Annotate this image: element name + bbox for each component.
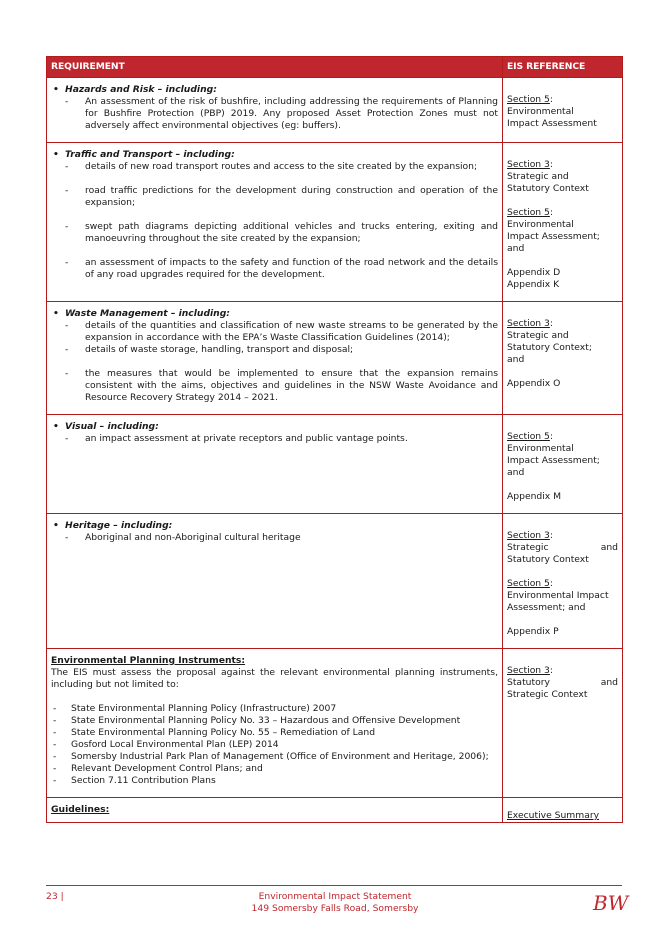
footer-title — [0, 891, 670, 915]
guidelines-reference — [503, 798, 623, 823]
hazards-title: • Hazards and Risk – including: — [51, 84, 498, 96]
epi-requirement — [47, 649, 503, 798]
executive-summary-link[interactable]: Executive Summary — [507, 810, 600, 821]
eis-reference-header: EIS REFERENCE — [503, 57, 623, 78]
traffic-item-1: - details of new road transport routes and access to the site created by the expansion; — [51, 161, 498, 173]
waste-requirement — [47, 302, 503, 415]
footer-line-2: 149 Somersby Falls Road, Somersby — [251, 903, 419, 914]
visual-requirement — [47, 415, 503, 514]
guidelines-requirement — [47, 798, 503, 823]
heritage-requirement — [47, 514, 503, 649]
section-3-link[interactable]: Section 3 — [507, 665, 550, 676]
visual-item-1: - an impact assessment at private receptors and public vantage points. — [51, 433, 498, 445]
logo-text: BW — [593, 891, 629, 915]
epi-item-6: - Relevant Development Control Plans; and — [51, 763, 498, 775]
heritage-item-1: - Aboriginal and non-Aboriginal cultural heritage — [51, 532, 498, 544]
epi-item-5: - Somersby Industrial Park Plan of Management (Office of Environment and Heritage, 2006); — [51, 751, 498, 763]
requirement-header: REQUIREMENT — [47, 57, 503, 78]
section-3-link[interactable]: Section 3 — [507, 318, 550, 329]
table-row — [47, 143, 623, 302]
page-number: 23 | — [46, 891, 64, 902]
table-header-row — [47, 57, 623, 78]
table-row — [47, 302, 623, 415]
table-row — [47, 78, 623, 143]
epi-item-4: - Gosford Local Environmental Plan (LEP) 2014 — [51, 739, 498, 751]
hazards-requirement — [47, 78, 503, 143]
requirements-table — [46, 56, 623, 823]
hazards-reference: Section 5: Environmental Impact Assessment — [503, 78, 623, 143]
waste-item-2: - details of waste storage, handling, transport and disposal; — [51, 344, 498, 356]
traffic-reference: Section 3: Strategic and Statutory Context Section 5: Environmental Impact Assessment; and Appendix D Appendix K — [503, 143, 623, 302]
waste-item-3: - the measures that would be implemented to ensure that the expansion remains consistent with the aims, objectives and guidelines in the NSW Waste Avoidance and Resource Recovery Strategy 2014 – 2021. — [51, 368, 498, 404]
epi-item-3: - State Environmental Planning Policy No. 55 – Remediation of Land — [51, 727, 498, 739]
guidelines-heading: Guidelines: — [51, 804, 110, 815]
heritage-reference: Section 3: Strategic and Statutory Context Section 5: Environmental Impact Assessment; and Appendix P — [503, 514, 623, 649]
epi-item-1: - State Environmental Planning Policy (Infrastructure) 2007 — [51, 703, 498, 715]
visual-reference: Section 5: Environmental Impact Assessment; and Appendix M — [503, 415, 623, 514]
table-row — [47, 798, 623, 823]
document-page — [46, 56, 622, 823]
epi-item-7: - Section 7.11 Contribution Plans — [51, 775, 498, 787]
traffic-title: • Traffic and Transport – including: — [51, 149, 498, 161]
visual-title: • Visual – including: — [51, 421, 498, 433]
section-5-link[interactable]: Section 5 — [507, 578, 550, 589]
epi-item-2: - State Environmental Planning Policy No. 33 – Hazardous and Offensive Development — [51, 715, 498, 727]
footer-line-1: Environmental Impact Statement — [258, 891, 412, 902]
epi-heading: Environmental Planning Instruments: — [51, 655, 246, 666]
epi-reference: Section 3: Statutory and Strategic Context — [503, 649, 623, 798]
waste-title: • Waste Management – including: — [51, 308, 498, 320]
traffic-item-3: - swept path diagrams depicting additional vehicles and trucks entering, exiting and manoeuvring throughout the site created by the expansion; — [51, 221, 498, 245]
traffic-item-4: - an assessment of impacts to the safety and function of the road network and the details of any road upgrades required for the development. — [51, 257, 498, 281]
section-5-link[interactable]: Section 5 — [507, 431, 550, 442]
traffic-requirement — [47, 143, 503, 302]
section-5-link[interactable]: Section 5 — [507, 94, 550, 105]
traffic-item-2: - road traffic predictions for the development during construction and operation of the expansion; — [51, 185, 498, 209]
table-row — [47, 514, 623, 649]
footer-divider — [46, 885, 622, 886]
table-row — [47, 415, 623, 514]
epi-intro: The EIS must assess the proposal against the relevant environmental planning instruments, including but not limited to: — [51, 667, 498, 690]
section-3-link[interactable]: Section 3 — [507, 530, 550, 541]
hazards-item-1: - An assessment of the risk of bushfire, including addressing the requirements of Planning for Bushfire Protection (PBP) 2019. Any proposed Asset Protection Zones must not adversely affect environmental objectives (eg: buffers). — [51, 96, 498, 132]
waste-item-1: - details of the quantities and classification of new waste streams to be generated by the expansion in accordance with the EPA’s Waste Classification Guidelines (2014); — [51, 320, 498, 344]
heritage-title: • Heritage – including: — [51, 520, 498, 532]
bw-logo — [590, 888, 629, 916]
waste-reference: Section 3: Strategic and Statutory Context; and Appendix O — [503, 302, 623, 415]
section-5-link[interactable]: Section 5 — [507, 207, 550, 218]
table-row — [47, 649, 623, 798]
section-3-link[interactable]: Section 3 — [507, 159, 550, 170]
